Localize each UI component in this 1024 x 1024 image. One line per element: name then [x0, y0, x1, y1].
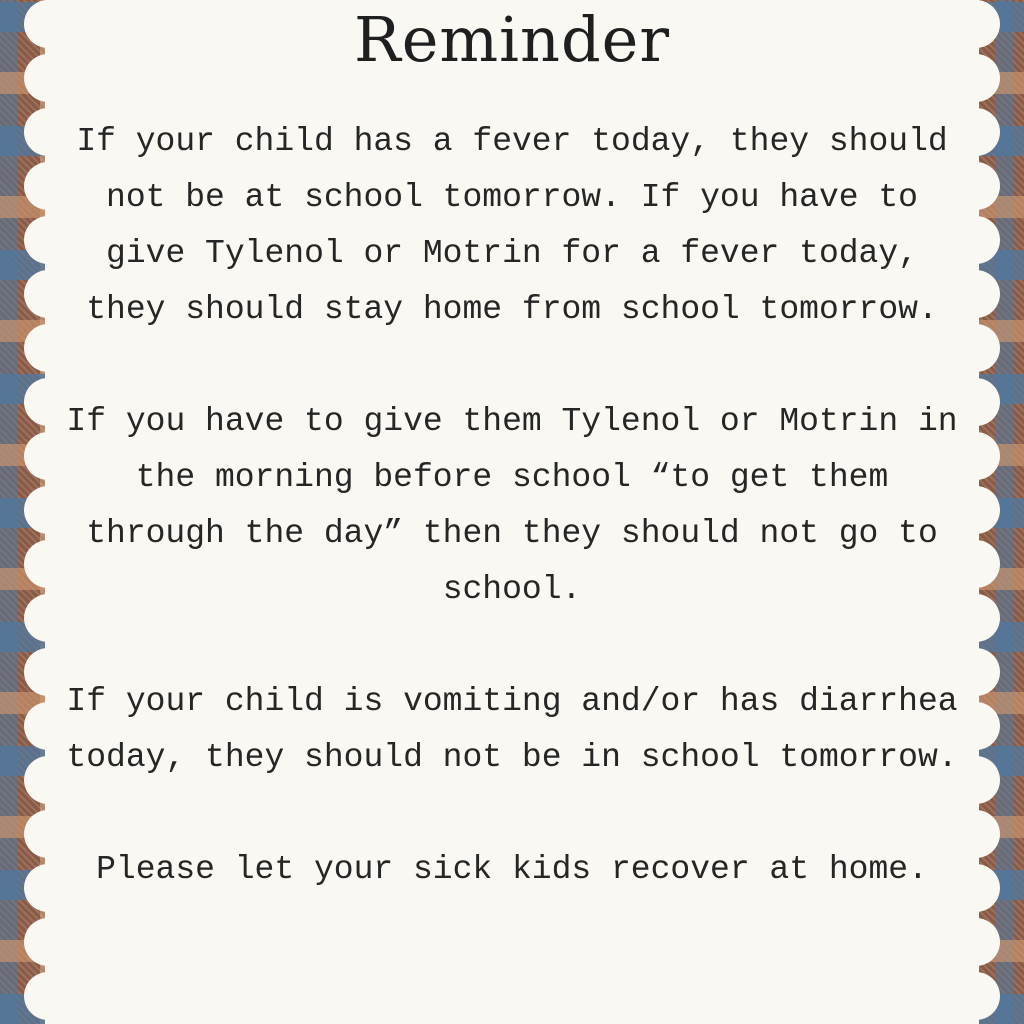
vomiting-paragraph: If your child is vomiting and/or has diarrhea today, they should not be in school tomorrow.: [66, 683, 958, 776]
fever-paragraph: If your child has a fever today, they should not be at school tomorrow. If you have to give Tylenol or Motrin for a fever today, they should stay home from school tomorrow.: [76, 123, 948, 328]
notice-content: [60, 0, 964, 898]
scallop-bump: [24, 918, 72, 966]
page-title: Reminder: [354, 3, 670, 76]
scallop-bump: [952, 918, 1000, 966]
scallop-bump: [24, 972, 72, 1020]
scallop-bump: [952, 972, 1000, 1020]
closing-line: Please let your sick kids recover at home.: [96, 851, 928, 888]
medicine-paragraph: If you have to give them Tylenol or Motrin in the morning before school “to get them through the day” then they should not go to school.: [66, 403, 958, 608]
